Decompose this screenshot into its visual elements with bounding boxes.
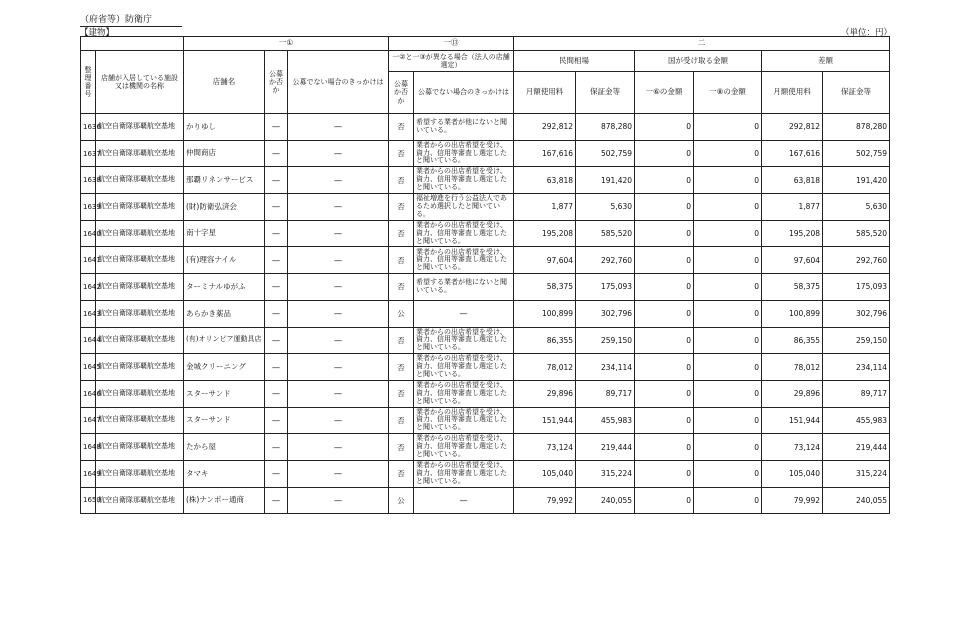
deposit-cell: 175,093	[576, 274, 635, 301]
public2-cell: 否	[389, 407, 414, 434]
diff-deposit-cell: 878,280	[823, 114, 890, 141]
public1-cell: ―	[265, 194, 288, 221]
row-number: 1650	[81, 487, 96, 514]
shop-cell: かりゆし	[184, 114, 265, 141]
monthly-cell: 58,375	[514, 274, 576, 301]
facility-cell: 航空自衛隊那覇航空基地	[96, 354, 184, 381]
diff-monthly-cell: 1,877	[762, 194, 823, 221]
amount8-cell: 0	[694, 354, 762, 381]
shop-cell: 仲間商店	[184, 140, 265, 167]
public2-cell: 否	[389, 434, 414, 461]
reason2-cell: 業者からの出店希望を受け、資力、信用等審査し選定したと聞いている。	[414, 407, 514, 434]
diff-deposit-header: 保証金等	[823, 72, 890, 114]
reason2-cell: 業者からの出店希望を受け、資力、信用等審査し選定したと聞いている。	[414, 327, 514, 354]
diff-deposit-cell: 585,520	[823, 220, 890, 247]
diff-monthly-cell: 100,899	[762, 300, 823, 327]
diff-monthly-cell: 151,944	[762, 407, 823, 434]
facility-cell: 航空自衛隊那覇航空基地	[96, 434, 184, 461]
row-number: 1647	[81, 407, 96, 434]
unit-label: （単位：円）	[841, 28, 893, 38]
public2-cell: 否	[389, 194, 414, 221]
public2-cell: 否	[389, 140, 414, 167]
shop-cell: あらかき薬品	[184, 300, 265, 327]
market-header: 民間相場	[514, 51, 635, 72]
deposit-cell: 89,717	[576, 380, 635, 407]
deposit-cell: 455,983	[576, 407, 635, 434]
reason1-cell: ―	[288, 434, 389, 461]
row-number: 1639	[81, 194, 96, 221]
public1-cell: ―	[265, 487, 288, 514]
table-row	[81, 220, 890, 247]
deposit-cell: 5,630	[576, 194, 635, 221]
table-row	[81, 327, 890, 354]
sub-2-3-header: 一②と一③が異なる場合（法人の店舗選定）	[389, 51, 514, 72]
public2-cell: 否	[389, 247, 414, 274]
amount6-cell: 0	[635, 460, 694, 487]
amount6-cell: 0	[635, 380, 694, 407]
amount8-cell: 0	[694, 460, 762, 487]
diff-deposit-cell: 5,630	[823, 194, 890, 221]
amount6-cell: 0	[635, 300, 694, 327]
group-13-header: 一⑬	[389, 37, 514, 51]
deposit-cell: 878,280	[576, 114, 635, 141]
shop-cell: スターサンド	[184, 380, 265, 407]
monthly-cell: 292,812	[514, 114, 576, 141]
amount6-cell: 0	[635, 220, 694, 247]
group-2-header: 二	[514, 37, 890, 51]
shop-cell: 南十字星	[184, 220, 265, 247]
monthly-cell: 100,899	[514, 300, 576, 327]
reason2-cell: 福祉増進を行う公益法人であるため選択したと聞いている。	[414, 194, 514, 221]
facility-cell: 航空自衛隊那覇航空基地	[96, 407, 184, 434]
facility-cell: 航空自衛隊那覇航空基地	[96, 487, 184, 514]
table-row	[81, 140, 890, 167]
deposit-cell: 259,150	[576, 327, 635, 354]
facility-cell: 航空自衛隊那覇航空基地	[96, 327, 184, 354]
public2-cell: 公	[389, 487, 414, 514]
public1-cell: ―	[265, 247, 288, 274]
diff-deposit-cell: 175,093	[823, 274, 890, 301]
amount6-cell: 0	[635, 354, 694, 381]
public1-cell: ―	[265, 407, 288, 434]
reason1-cell: ―	[288, 300, 389, 327]
public2-header: 公募か否か	[389, 72, 414, 114]
group-1-header: 一①	[184, 37, 389, 51]
diff-deposit-cell: 315,224	[823, 460, 890, 487]
diff-deposit-cell: 89,717	[823, 380, 890, 407]
public1-cell: ―	[265, 354, 288, 381]
public1-cell: ―	[265, 167, 288, 194]
shop-header: 店舗名	[184, 51, 265, 114]
reason2-cell: 業者からの出店希望を受け、資力、信用等審査し選定したと聞いている。	[414, 247, 514, 274]
diff-monthly-cell: 63,818	[762, 167, 823, 194]
monthly-cell: 86,355	[514, 327, 576, 354]
diff-monthly-cell: 73,124	[762, 434, 823, 461]
reason1-cell: ―	[288, 380, 389, 407]
table-row	[81, 487, 890, 514]
facility-cell: 航空自衛隊那覇航空基地	[96, 380, 184, 407]
deposit-cell: 302,796	[576, 300, 635, 327]
deposit-cell: 191,420	[576, 167, 635, 194]
reason1-cell: ―	[288, 327, 389, 354]
reason1-cell: ―	[288, 220, 389, 247]
amount8-cell: 0	[694, 434, 762, 461]
amount6-header: 一⑥の金額	[635, 72, 694, 114]
category-label: 【建物】	[80, 28, 115, 38]
diff-deposit-cell: 455,983	[823, 407, 890, 434]
table-row	[81, 167, 890, 194]
diff-monthly-cell: 292,812	[762, 114, 823, 141]
amount8-cell: 0	[694, 167, 762, 194]
deposit-cell: 292,760	[576, 247, 635, 274]
facility-cell: 航空自衛隊那覇航空基地	[96, 220, 184, 247]
diff-deposit-cell: 292,760	[823, 247, 890, 274]
reason1-cell: ―	[288, 194, 389, 221]
amount8-cell: 0	[694, 380, 762, 407]
reason1-cell: ―	[288, 354, 389, 381]
diff-monthly-cell: 105,040	[762, 460, 823, 487]
facility-cell: 航空自衛隊那覇航空基地	[96, 274, 184, 301]
diff-monthly-cell: 58,375	[762, 274, 823, 301]
facility-cell: 航空自衛隊那覇航空基地	[96, 114, 184, 141]
table-row	[81, 274, 890, 301]
shop-cell: 那覇リネンサービス	[184, 167, 265, 194]
table-row	[81, 407, 890, 434]
reason2-cell: ―	[414, 487, 514, 514]
diff-deposit-cell: 234,114	[823, 354, 890, 381]
deposit-header: 保証金等	[576, 72, 635, 114]
row-number: 1637	[81, 140, 96, 167]
shop-cell: タマキ	[184, 460, 265, 487]
public1-header: 公募か否か	[265, 51, 288, 114]
reason2-cell: 業者からの出店希望を受け、資力、信用等審査し選定したと聞いている。	[414, 354, 514, 381]
diff-monthly-cell: 78,012	[762, 354, 823, 381]
amount6-cell: 0	[635, 434, 694, 461]
monthly-cell: 97,604	[514, 247, 576, 274]
row-number: 1636	[81, 114, 96, 141]
public2-cell: 否	[389, 354, 414, 381]
diff-deposit-cell: 191,420	[823, 167, 890, 194]
diff-deposit-cell: 302,796	[823, 300, 890, 327]
monthly-cell: 78,012	[514, 354, 576, 381]
reason2-cell: 希望する業者が他にないと聞いている。	[414, 274, 514, 301]
table-row	[81, 460, 890, 487]
diff-deposit-cell: 240,055	[823, 487, 890, 514]
monthly-cell: 151,944	[514, 407, 576, 434]
amount6-cell: 0	[635, 247, 694, 274]
reason1-cell: ―	[288, 487, 389, 514]
reason1-cell: ―	[288, 247, 389, 274]
facility-cell: 航空自衛隊那覇航空基地	[96, 167, 184, 194]
amount6-cell: 0	[635, 114, 694, 141]
table-row	[81, 380, 890, 407]
shop-cell: (有)オリンピア運動具店	[184, 327, 265, 354]
row-number: 1642	[81, 274, 96, 301]
diff-deposit-cell: 502,759	[823, 140, 890, 167]
amount6-cell: 0	[635, 274, 694, 301]
reason2-cell: 業者からの出店希望を受け、資力、信用等審査し選定したと聞いている。	[414, 380, 514, 407]
diff-monthly-cell: 86,355	[762, 327, 823, 354]
shop-cell: 金城クリーニング	[184, 354, 265, 381]
table-row	[81, 300, 890, 327]
public2-cell: 否	[389, 167, 414, 194]
diff-monthly-header: 月額使用料	[762, 72, 823, 114]
public1-cell: ―	[265, 114, 288, 141]
reason2-cell: 業者からの出店希望を受け、資力、信用等審査し選定したと聞いている。	[414, 220, 514, 247]
diff-header: 差額	[762, 51, 890, 72]
facility-cell: 航空自衛隊那覇航空基地	[96, 247, 184, 274]
amount6-cell: 0	[635, 487, 694, 514]
monthly-cell: 79,992	[514, 487, 576, 514]
facility-cell: 航空自衛隊那覇航空基地	[96, 140, 184, 167]
facility-header: 店舗が入居している施設又は機関の名称	[96, 51, 184, 114]
shop-cell: ターミナルゆがふ	[184, 274, 265, 301]
amount8-cell: 0	[694, 407, 762, 434]
diff-monthly-cell: 79,992	[762, 487, 823, 514]
reason2-cell: 希望する業者が他にないと聞いている。	[414, 114, 514, 141]
public1-cell: ―	[265, 220, 288, 247]
shop-cell: (有)理容ナイル	[184, 247, 265, 274]
public1-cell: ―	[265, 300, 288, 327]
amount6-cell: 0	[635, 327, 694, 354]
row-number: 1640	[81, 220, 96, 247]
public1-cell: ―	[265, 327, 288, 354]
diff-deposit-cell: 259,150	[823, 327, 890, 354]
deposit-cell: 585,520	[576, 220, 635, 247]
public1-cell: ―	[265, 460, 288, 487]
reason2-cell: 業者からの出店希望を受け、資力、信用等審査し選定したと聞いている。	[414, 434, 514, 461]
facility-cell: 航空自衛隊那覇航空基地	[96, 300, 184, 327]
amount8-cell: 0	[694, 220, 762, 247]
blank-header	[81, 37, 184, 51]
received-header: 国が受け取る金額	[635, 51, 762, 72]
reason2-cell: 業者からの出店希望を受け、資力、信用等審査し選定したと聞いている。	[414, 167, 514, 194]
row-number: 1646	[81, 380, 96, 407]
diff-monthly-cell: 195,208	[762, 220, 823, 247]
amount8-cell: 0	[694, 194, 762, 221]
amount6-cell: 0	[635, 140, 694, 167]
amount6-cell: 0	[635, 167, 694, 194]
row-number: 1643	[81, 300, 96, 327]
shop-cell: たから屋	[184, 434, 265, 461]
reason1-cell: ―	[288, 114, 389, 141]
amount8-cell: 0	[694, 327, 762, 354]
public1-cell: ―	[265, 434, 288, 461]
table-row	[81, 247, 890, 274]
public2-cell: 否	[389, 460, 414, 487]
row-number: 1649	[81, 460, 96, 487]
reason1-header: 公募でない場合のきっかけは	[288, 51, 389, 114]
deposit-cell: 315,224	[576, 460, 635, 487]
table-row	[81, 114, 890, 141]
monthly-header: 月額使用料	[514, 72, 576, 114]
public2-cell: 否	[389, 327, 414, 354]
amount8-cell: 0	[694, 140, 762, 167]
table-row	[81, 434, 890, 461]
monthly-cell: 63,818	[514, 167, 576, 194]
diff-monthly-cell: 97,604	[762, 247, 823, 274]
deposit-cell: 219,444	[576, 434, 635, 461]
deposit-cell: 240,055	[576, 487, 635, 514]
amount8-cell: 0	[694, 487, 762, 514]
reason1-cell: ―	[288, 167, 389, 194]
row-number: 1644	[81, 327, 96, 354]
public1-cell: ―	[265, 380, 288, 407]
monthly-cell: 105,040	[514, 460, 576, 487]
reason1-cell: ―	[288, 407, 389, 434]
monthly-cell: 29,896	[514, 380, 576, 407]
amount8-cell: 0	[694, 300, 762, 327]
reason1-cell: ―	[288, 274, 389, 301]
diff-deposit-cell: 219,444	[823, 434, 890, 461]
shop-cell: スターサンド	[184, 407, 265, 434]
ministry-label: （府省等）防衛庁	[80, 12, 182, 27]
shop-cell: (株)ナンポー通商	[184, 487, 265, 514]
shop-cell: (財)防衛弘済会	[184, 194, 265, 221]
reason2-cell: 業者からの出店希望を受け、資力、信用等審査し選定したと聞いている。	[414, 460, 514, 487]
amount8-cell: 0	[694, 247, 762, 274]
facility-cell: 航空自衛隊那覇航空基地	[96, 460, 184, 487]
building-rent-table	[80, 36, 890, 514]
public1-cell: ―	[265, 274, 288, 301]
facility-cell: 航空自衛隊那覇航空基地	[96, 194, 184, 221]
reason1-cell: ―	[288, 460, 389, 487]
public2-cell: 否	[389, 220, 414, 247]
amount6-cell: 0	[635, 407, 694, 434]
monthly-cell: 1,877	[514, 194, 576, 221]
monthly-cell: 167,616	[514, 140, 576, 167]
monthly-cell: 73,124	[514, 434, 576, 461]
reason2-cell: 業者からの出店希望を受け、資力、信用等審査し選定したと聞いている。	[414, 140, 514, 167]
deposit-cell: 502,759	[576, 140, 635, 167]
deposit-cell: 234,114	[576, 354, 635, 381]
amount8-header: 一⑧の金額	[694, 72, 762, 114]
reason2-header: 公募でない場合のきっかけは	[414, 72, 514, 114]
diff-monthly-cell: 29,896	[762, 380, 823, 407]
reason2-cell: ―	[414, 300, 514, 327]
row-number: 1638	[81, 167, 96, 194]
row-number: 1641	[81, 247, 96, 274]
reason1-cell: ―	[288, 140, 389, 167]
table-row	[81, 194, 890, 221]
table-row	[81, 354, 890, 381]
amount6-cell: 0	[635, 194, 694, 221]
public2-cell: 否	[389, 274, 414, 301]
amount8-cell: 0	[694, 274, 762, 301]
monthly-cell: 195,208	[514, 220, 576, 247]
no-header: 整理番号	[81, 51, 96, 114]
row-number: 1645	[81, 354, 96, 381]
public2-cell: 否	[389, 380, 414, 407]
diff-monthly-cell: 167,616	[762, 140, 823, 167]
public2-cell: 否	[389, 114, 414, 141]
row-number: 1648	[81, 434, 96, 461]
public2-cell: 公	[389, 300, 414, 327]
public1-cell: ―	[265, 140, 288, 167]
amount8-cell: 0	[694, 114, 762, 141]
